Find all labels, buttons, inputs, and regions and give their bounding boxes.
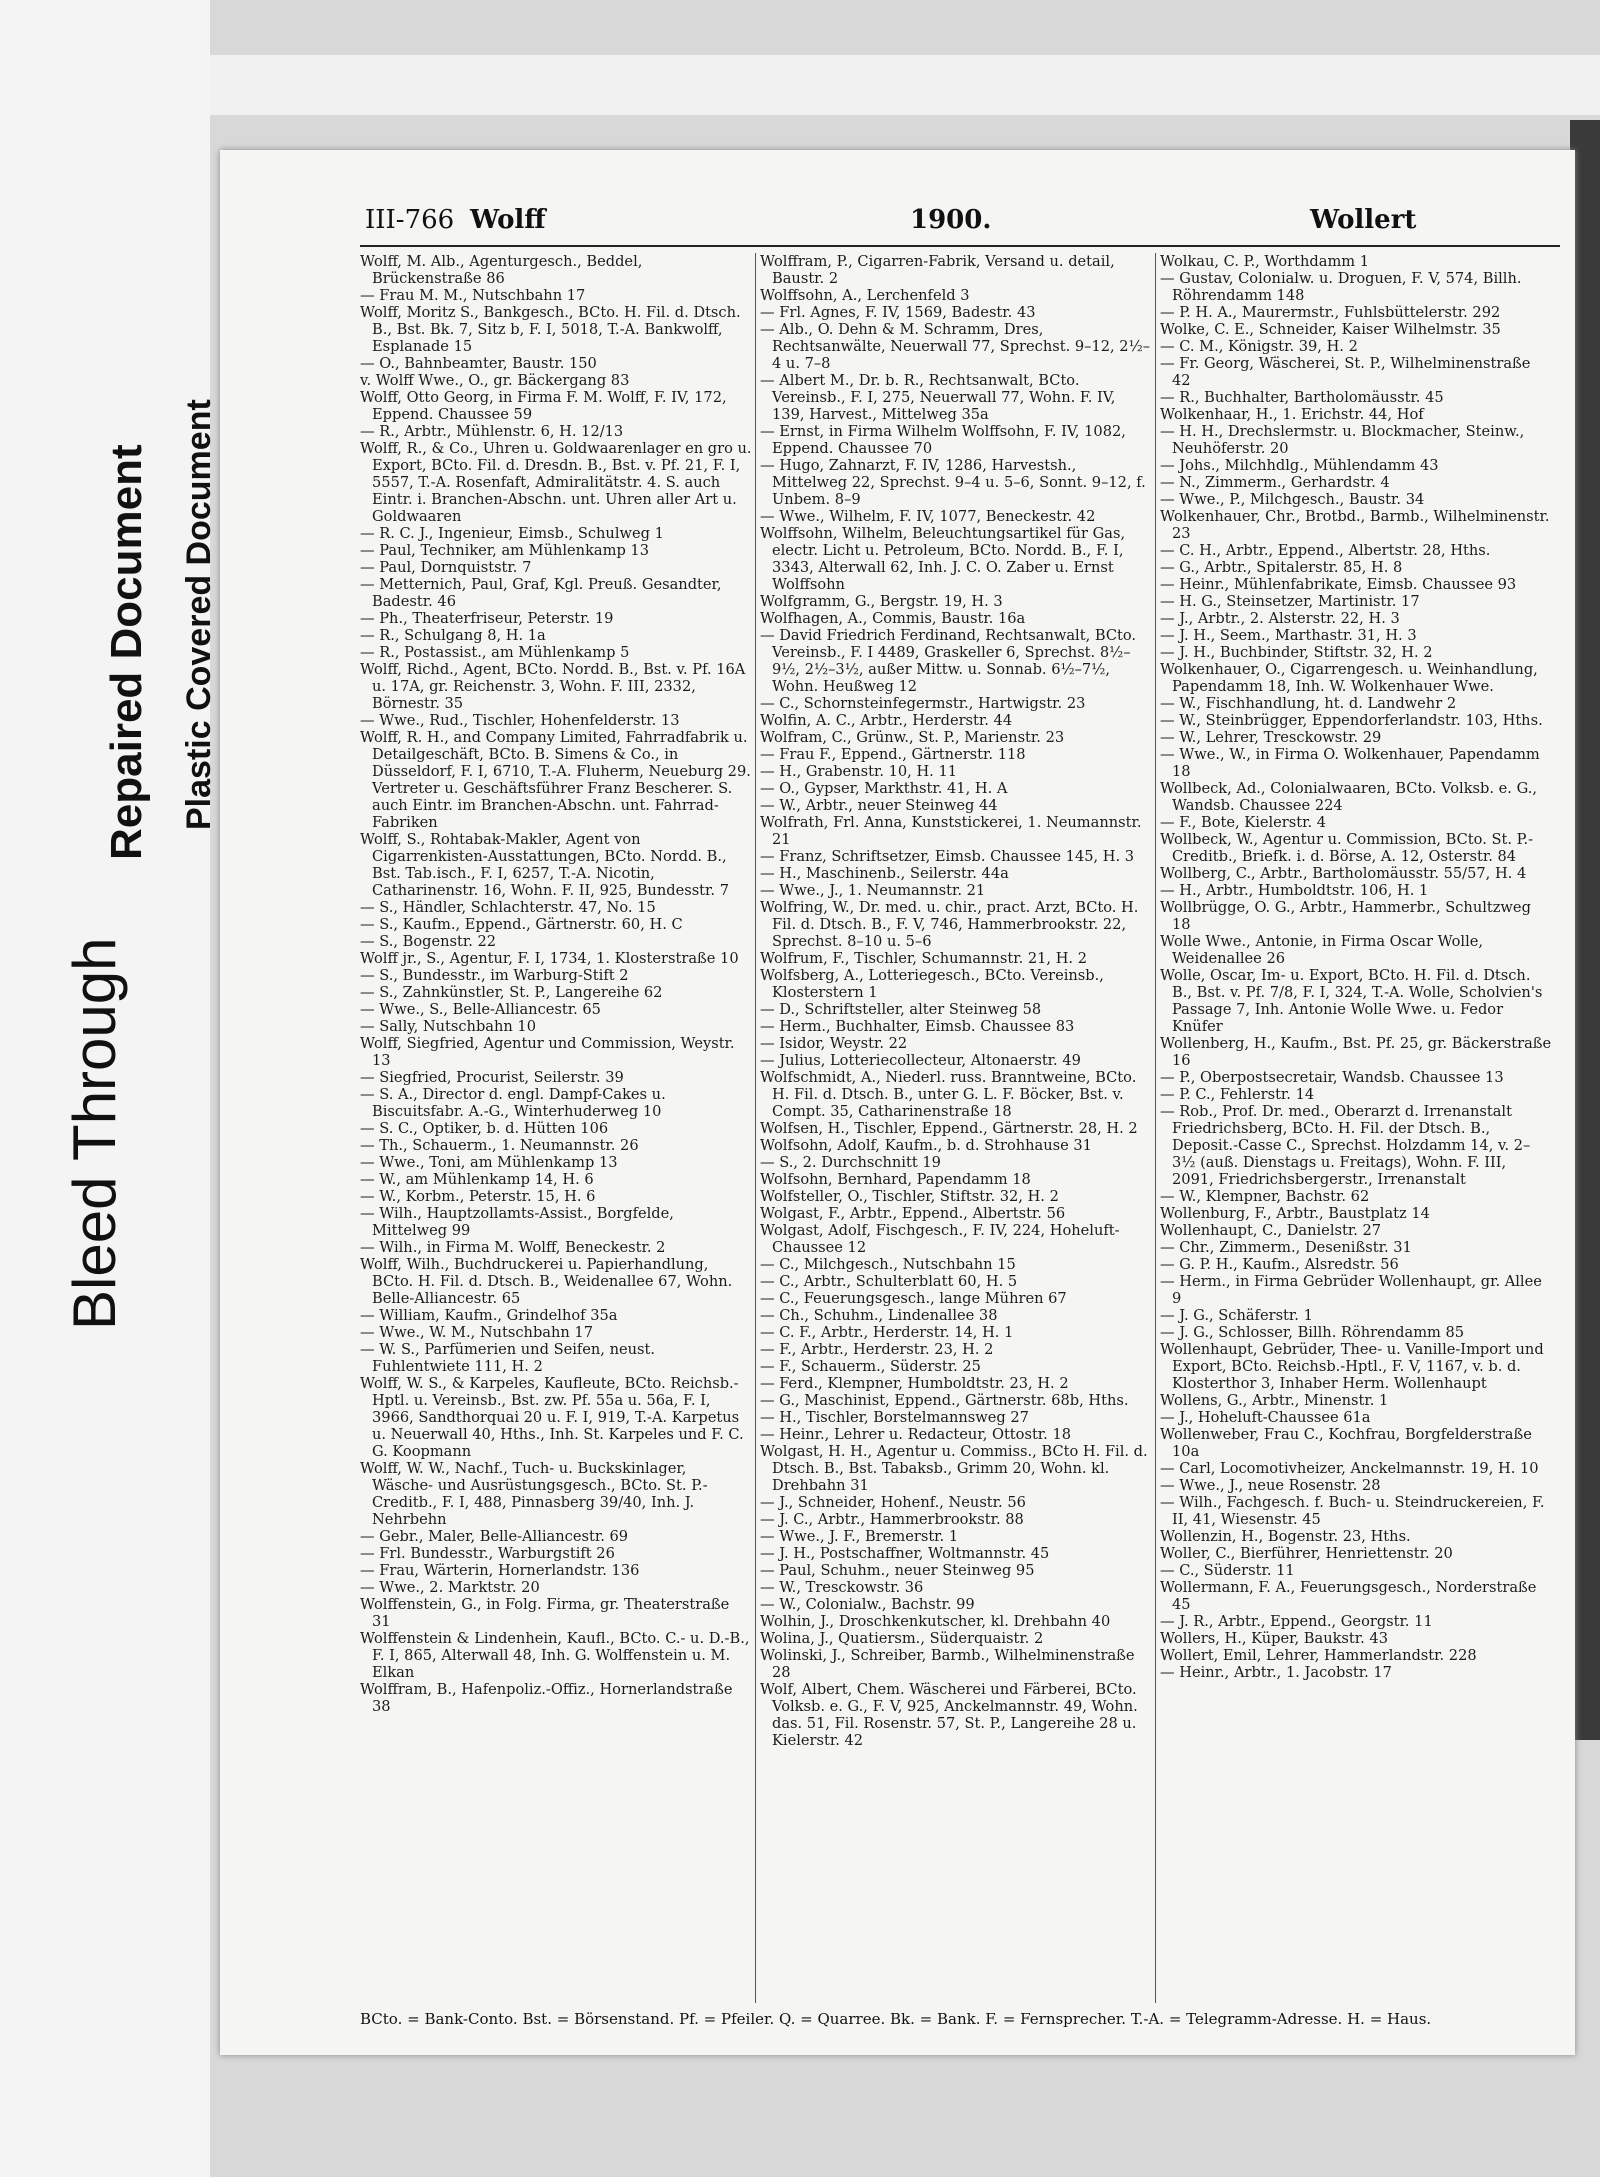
directory-entry: Wolff, Otto Georg, in Firma F. M. Wolff, F. IV, 172, Eppend. Chaussee 59 (360, 389, 727, 423)
directory-entry: — Franz, Schriftsetzer, Eimsb. Chaussee 145, H. 3 (760, 848, 1135, 865)
directory-entry: — W. S., Parfümerien und Seifen, neust. Fuhlentwiete 111, H. 2 (360, 1341, 656, 1375)
directory-entry: Wollenhaupt, C., Danielstr. 27 (1160, 1222, 1382, 1239)
directory-entry: — S., Händler, Schlachterstr. 47, No. 15 (360, 899, 656, 916)
directory-entry: Wolfsohn, Adolf, Kaufm., b. d. Strohhause 31 (760, 1137, 1092, 1154)
directory-entry: — S. C., Optiker, b. d. Hütten 106 (360, 1120, 609, 1137)
directory-entry: Wolff, Richd., Agent, BCto. Nordd. B., Bst. v. Pf. 16A u. 17A, gr. Reichenstr. 3, Wohn. F. III, 2332, Börnestr. 35 (360, 661, 746, 712)
directory-entry: — W., Lehrer, Tresckowstr. 29 (1160, 729, 1382, 746)
directory-entry: Wollenburg, F., Arbtr., Baustplatz 14 (1160, 1205, 1430, 1222)
directory-entry: — F., Bote, Kielerstr. 4 (1160, 814, 1327, 831)
directory-entry: — J., Schneider, Hohenf., Neustr. 56 (760, 1494, 1026, 1511)
directory-entry: — H., Tischler, Borstelmannsweg 27 (760, 1409, 1029, 1426)
directory-entry: — Wwe., P., Milchgesch., Baustr. 34 (1160, 491, 1425, 508)
directory-entry: — O., Gypser, Markthstr. 41, H. A (760, 780, 1008, 797)
directory-entry: Wolfhagen, A., Commis, Baustr. 16a (760, 610, 1026, 627)
directory-entry: — G., Maschinist, Eppend., Gärtnerstr. 68b, Hths. (760, 1392, 1129, 1409)
directory-entry: Wolinski, J., Schreiber, Barmb., Wilhelminenstraße 28 (760, 1647, 1135, 1681)
directory-entry: — Sally, Nutschbahn 10 (360, 1018, 536, 1035)
directory-entry: — Herm., in Firma Gebrüder Wollenhaupt, gr. Allee 9 (1160, 1273, 1542, 1307)
directory-entry: — Wwe., W., in Firma O. Wolkenhauer, Papendamm 18 (1160, 746, 1540, 780)
directory-entry: — Paul, Techniker, am Mühlenkamp 13 (360, 542, 650, 559)
directory-entry: — W., Steinbrügger, Eppendorferlandstr. 103, Hths. (1160, 712, 1543, 729)
abbreviation-legend: BCto. = Bank-Conto. Bst. = Börsenstand. Pf. = Pfeiler. Q. = Quarree. Bk. = Bank. F. = Fernsprecher. T.-A. = Telegramm-Adresse. H. = Haus. (360, 2010, 1432, 2028)
directory-entry: Wolfsen, H., Tischler, Eppend., Gärtnerstr. 28, H. 2 (760, 1120, 1138, 1137)
directory-entry: — Wwe., Wilhelm, F. IV, 1077, Beneckestr. 42 (760, 508, 1096, 525)
directory-entry: — Wwe., S., Belle-Alliancestr. 65 (360, 1001, 601, 1018)
directory-entry: — Isidor, Weystr. 22 (760, 1035, 908, 1052)
directory-entry: — Gebr., Maler, Belle-Alliancestr. 69 (360, 1528, 629, 1545)
directory-entry: — Ernst, in Firma Wilhelm Wolffsohn, F. IV, 1082, Eppend. Chaussee 70 (760, 423, 1126, 457)
directory-entry: Wolff, W. S., & Karpeles, Kaufleute, BCto. Reichsb.-Hptl. u. Vereinsb., Bst. zw. Pf. 55a u. 56a, F. I, 3966, Sandthorquai 20 u. F. I, 919, T.-A. Karpetus u. Neuerwall 40, Hths., Inh. St. Karpeles und F. C. G. Koopmann (360, 1375, 744, 1460)
directory-entry: Wollens, G., Arbtr., Minenstr. 1 (1160, 1392, 1389, 1409)
directory-entry: — S., Bogenstr. 22 (360, 933, 497, 950)
directory-entry: — P. C., Fehlerstr. 14 (1160, 1086, 1315, 1103)
directory-entry: — David Friedrich Ferdinand, Rechtsanwalt, BCto. Vereinsb., F. I 4489, Graskeller 6, Sprechst. 8½–9½, 2½–3½, außer Mittw. u. Sonnab. 6½–7½, Wohn. Heußweg 12 (760, 627, 1137, 695)
directory-entry: — Heinr., Arbtr., 1. Jacobstr. 17 (1160, 1664, 1392, 1681)
directory-entry: Wolff, R. H., and Company Limited, Fahrradfabrik u. Detailgeschäft, BCto. B. Simens & Co., in Düsseldorf, F. I, 6710, T.-A. Fluherm, Neueburg 29. Vertreter u. Geschäftsführer Franz Bescherer. S. auch Eintr. im Branchen-Abschn. unt. Fahrrad-Fabriken (360, 729, 751, 831)
directory-entry: Wolffenstein & Lindenhein, Kaufl., BCto. C.- u. D.-B., F. I, 865, Alterwall 48, Inh. G. Wolffenstein u. M. Elkan (360, 1630, 750, 1681)
column-3 (1160, 253, 1552, 2003)
directory-entry: — Wilh., in Firma M. Wolff, Beneckestr. 2 (360, 1239, 666, 1256)
directory-entry: — Hugo, Zahnarzt, F. IV, 1286, Harvestsh., Mittelweg 22, Sprechst. 9–4 u. 5–6, Sonnt. 9–12, f. Unbem. 8–9 (760, 457, 1146, 508)
directory-entry: — Herm., Buchhalter, Eimsb. Chaussee 83 (760, 1018, 1075, 1035)
header-left-keyword: Wolff (470, 205, 546, 235)
directory-entry: Wollberg, C., Arbtr., Bartholomäusstr. 55/57, H. 4 (1160, 865, 1527, 882)
directory-entry: — S. A., Director d. engl. Dampf-Cakes u. Biscuitsfabr. A.-G., Winterhuderweg 10 (360, 1086, 666, 1120)
directory-entry: Wolgast, Adolf, Fischgesch., F. IV, 224, Hoheluft-Chaussee 12 (760, 1222, 1120, 1256)
directory-entry: Wolfschmidt, A., Niederl. russ. Branntweine, BCto. H. Fil. d. Dtsch. B., unter G. L. F. Böcker, Bst. v. Compt. 35, Catharinenstraße 18 (760, 1069, 1137, 1120)
directory-entry: — C., Milchgesch., Nutschbahn 15 (760, 1256, 1016, 1273)
directory-entry: — Wilh., Fachgesch. f. Buch- u. Steindruckereien, F. II, 41, Wiesenstr. 45 (1160, 1494, 1545, 1528)
directory-entry: — J. G., Schlosser, Billh. Röhrendamm 85 (1160, 1324, 1465, 1341)
directory-entry: Wolff, S., Rohtabak-Makler, Agent von Cigarrenkisten-Ausstattungen, BCto. Nordd. B., Bst. Tab.isch., F. I, 6257, T.-A. Nicotin, Catharinenstr. 16, Wohn. F. II, 925, Bundesstr. 7 (360, 831, 729, 899)
directory-entry: Wolf, Albert, Chem. Wäscherei und Färberei, BCto. Volksb. e. G., F. V, 925, Anckelmannstr. 49, Wohn. das. 51, Fil. Rosenstr. 57, St. P., Langereihe 28 u. Kielerstr. 42 (760, 1681, 1138, 1749)
directory-entry: — C. F., Arbtr., Herderstr. 14, H. 1 (760, 1324, 1014, 1341)
directory-entry: Wolff, W. W., Nachf., Tuch- u. Buckskinlager, Wäsche- und Ausrüstungsgesch., BCto. St. P.-Creditb., F. I, 488, Pinnasberg 39/40, Inh. J. Nehrbehn (360, 1460, 708, 1528)
directory-entry: Wollenzin, H., Bogenstr. 23, Hths. (1160, 1528, 1411, 1545)
directory-entry: — Johs., Milchhdlg., Mühlendamm 43 (1160, 457, 1439, 474)
directory-entry: — Ph., Theaterfriseur, Peterstr. 19 (360, 610, 614, 627)
directory-page (220, 150, 1575, 2055)
directory-entry: — Paul, Schuhm., neuer Steinweg 95 (760, 1562, 1035, 1579)
directory-entry: Wolff, M. Alb., Agenturgesch., Beddel, Brückenstraße 86 (360, 253, 643, 287)
directory-entry: — W., Colonialw., Bachstr. 99 (760, 1596, 975, 1613)
directory-entry: — Fr. Georg, Wäscherei, St. P., Wilhelminenstraße 42 (1160, 355, 1531, 389)
directory-entry: Wolffenstein, G., in Folg. Firma, gr. Theaterstraße 31 (360, 1596, 730, 1630)
directory-entry: — Wwe., W. M., Nutschbahn 17 (360, 1324, 594, 1341)
directory-entry: — R. C. J., Ingenieur, Eimsb., Schulweg 1 (360, 525, 664, 542)
directory-entry: — Wilh., Hauptzollamts-Assist., Borgfelde, Mittelweg 99 (360, 1205, 674, 1239)
directory-entry: Wollenberg, H., Kaufm., Bst. Pf. 25, gr. Bäckerstraße 16 (1160, 1035, 1552, 1069)
repaired-document-label: Repaired Document (102, 444, 151, 860)
directory-entry: — Wwe., Rud., Tischler, Hohenfelderstr. 13 (360, 712, 680, 729)
directory-entry: — W., Fischhandlung, ht. d. Landwehr 2 (1160, 695, 1457, 712)
directory-entry: Wollenhaupt, Gebrüder, Thee- u. Vanille-Import und Export, BCto. Reichsb.-Hptl., F. V, 1167, v. b. d. Klosterthor 3, Inhaber Herm. Wollenhaupt (1160, 1341, 1544, 1392)
directory-entry: — H. H., Drechslermstr. u. Blockmacher, Steinw., Neuhöferstr. 20 (1160, 423, 1525, 457)
directory-entry: — Metternich, Paul, Graf, Kgl. Preuß. Gesandter, Badestr. 46 (360, 576, 722, 610)
directory-entry: Wolffram, B., Hafenpoliz.-Offiz., Hornerlandstraße 38 (360, 1681, 733, 1715)
directory-entry: — Albert M., Dr. b. R., Rechtsanwalt, BCto. Vereinsb., F. I, 275, Neuerwall 77, Wohn. F. IV, 139, Harvest., Mittelweg 35a (760, 372, 1116, 423)
directory-entry: — D., Schriftsteller, alter Steinweg 58 (760, 1001, 1042, 1018)
directory-entry: — Rob., Prof. Dr. med., Oberarzt d. Irrenanstalt Friedrichsberg, BCto. H. Fil. der Dtsch. B., Deposit.-Casse C., Sprechst. Holzdamm 14, v. 2–3½ (auß. Dienstags u. Freitags), Wohn. F. III, 2091, Friedrichsbergerstr., Irrenanstalt (1160, 1103, 1531, 1188)
directory-entry: — Carl, Locomotivheizer, Anckelmannstr. 19, H. 10 (1160, 1460, 1539, 1477)
directory-entry: — Gustav, Colonialw. u. Droguen, F. V, 574, Billh. Röhrendamm 148 (1160, 270, 1522, 304)
directory-entry: Wollbeck, Ad., Colonialwaaren, BCto. Volksb. e. G., Wandsb. Chaussee 224 (1160, 780, 1537, 814)
directory-entry: — R., Buchhalter, Bartholomäusstr. 45 (1160, 389, 1444, 406)
directory-entry: Wolhin, J., Droschkenkutscher, kl. Drehbahn 40 (760, 1613, 1111, 1630)
directory-entry: — C. H., Arbtr., Eppend., Albertstr. 28, Hths. (1160, 542, 1491, 559)
directory-entry: Wolfring, W., Dr. med. u. chir., pract. Arzt, BCto. H. Fil. d. Dtsch. B., F. V, 746, Hammerbrookstr. 22, Sprechst. 8–10 u. 5–6 (760, 899, 1139, 950)
directory-entry: Wolke, C. E., Schneider, Kaiser Wilhelmstr. 35 (1160, 321, 1501, 338)
directory-entry: — Th., Schauerm., 1. Neumannstr. 26 (360, 1137, 639, 1154)
directory-entry: — Heinr., Mühlenfabrikate, Eimsb. Chaussee 93 (1160, 576, 1517, 593)
directory-entry: — W., Korbm., Peterstr. 15, H. 6 (360, 1188, 596, 1205)
directory-entry: — Alb., O. Dehn & M. Schramm, Dres, Rechtsanwälte, Neuerwall 77, Sprechst. 9–12, 2½–4 u. 7–8 (760, 321, 1151, 372)
directory-entry: Wolfram, C., Grünw., St. P., Marienstr. 23 (760, 729, 1065, 746)
directory-entry: Wolff, Wilh., Buchdruckerei u. Papierhandlung, BCto. H. Fil. d. Dtsch. B., Weidenallee 67, Wohn. Belle-Alliancestr. 65 (360, 1256, 733, 1307)
directory-entry: — William, Kaufm., Grindelhof 35a (360, 1307, 618, 1324)
column-divider (1155, 253, 1156, 2003)
directory-entry: — C., Süderstr. 11 (1160, 1562, 1295, 1579)
directory-entry: — S., 2. Durchschnitt 19 (760, 1154, 941, 1171)
directory-entry: — R., Postassist., am Mühlenkamp 5 (360, 644, 630, 661)
directory-entry: — Wwe., J. F., Bremerstr. 1 (760, 1528, 959, 1545)
directory-entry: Wolfsberg, A., Lotteriegesch., BCto. Vereinsb., Klosterstern 1 (760, 967, 1104, 1001)
directory-entry: Wollermann, F. A., Feuerungsgesch., Norderstraße 45 (1160, 1579, 1537, 1613)
directory-entry: — O., Bahnbeamter, Baustr. 150 (360, 355, 597, 372)
directory-entry: — J. H., Postschaffner, Woltmannstr. 45 (760, 1545, 1050, 1562)
directory-entry: — S., Kaufm., Eppend., Gärtnerstr. 60, H. C (360, 916, 683, 933)
page-number: III-766 (365, 205, 455, 235)
directory-entry: Wolle Wwe., Antonie, in Firma Oscar Wolle, Weidenallee 26 (1160, 933, 1484, 967)
side-labels (30, 0, 218, 2177)
directory-entry: — W., Tresckowstr. 36 (760, 1579, 924, 1596)
directory-entry: Wolle, Oscar, Im- u. Export, BCto. H. Fil. d. Dtsch. B., Bst. v. Pf. 7/8, F. I, 324, T.-A. Wolle, Scholvien's Passage 7, Inh. Antonie Wolle Wwe. u. Fedor Knüfer (1160, 967, 1543, 1035)
directory-entry: — S., Bundesstr., im Warburg-Stift 2 (360, 967, 629, 984)
directory-entry: Wolfgramm, G., Bergstr. 19, H. 3 (760, 593, 1003, 610)
directory-entry: — H., Maschinenb., Seilerstr. 44a (760, 865, 1009, 882)
directory-entry: — C., Feuerungsgesch., lange Mühren 67 (760, 1290, 1067, 1307)
directory-entry: — W., Klempner, Bachstr. 62 (1160, 1188, 1370, 1205)
directory-entry: — W., Arbtr., neuer Steinweg 44 (760, 797, 998, 814)
header-rule (360, 245, 1560, 247)
directory-entry: — N., Zimmerm., Gerhardstr. 4 (1160, 474, 1390, 491)
directory-entry: Wolfsohn, Bernhard, Papendamm 18 (760, 1171, 1031, 1188)
directory-entry: Wolkenhaar, H., 1. Erichstr. 44, Hof (1160, 406, 1424, 423)
directory-entry: Wollers, H., Küper, Baukstr. 43 (1160, 1630, 1389, 1647)
directory-entry: Wolff, Siegfried, Agentur und Commission, Weystr. 13 (360, 1035, 735, 1069)
directory-entry: Wolfrum, F., Tischler, Schumannstr. 21, H. 2 (760, 950, 1087, 967)
directory-entry: Wolfin, A. C., Arbtr., Herderstr. 44 (760, 712, 1013, 729)
directory-entry: — Paul, Dornquiststr. 7 (360, 559, 532, 576)
directory-entry: — J. G., Schäferstr. 1 (1160, 1307, 1313, 1324)
directory-entry: — G., Arbtr., Spitalerstr. 85, H. 8 (1160, 559, 1403, 576)
directory-entry: — Frau, Wärterin, Hornerlandstr. 136 (360, 1562, 640, 1579)
directory-entry: Wollbrügge, O. G., Arbtr., Hammerbr., Schultzweg 18 (1160, 899, 1531, 933)
directory-entry: — J. H., Buchbinder, Stiftstr. 32, H. 2 (1160, 644, 1433, 661)
top-paper-strip (210, 55, 1600, 115)
directory-entry: — C., Schornsteinfegermstr., Hartwigstr. 23 (760, 695, 1086, 712)
directory-entry: — G. P. H., Kaufm., Alsredstr. 56 (1160, 1256, 1399, 1273)
directory-entry: Wolgast, H. H., Agentur u. Commiss., BCto H. Fil. d. Dtsch. B., Bst. Tabaksb., Grimm 20, Wohn. kl. Drehbahn 31 (760, 1443, 1148, 1494)
directory-entry: Wolina, J., Quatiersm., Süderquaistr. 2 (760, 1630, 1044, 1647)
directory-entry: Wolfsteller, O., Tischler, Stiftstr. 32, H. 2 (760, 1188, 1059, 1205)
directory-entry: Wolkenhauer, O., Cigarrengesch. u. Weinhandlung, Papendamm 18, Inh. W. Wolkenhauer Wwe. (1160, 661, 1538, 695)
directory-entry: — H., Arbtr., Humboldtstr. 106, H. 1 (1160, 882, 1429, 899)
directory-entry: — Wwe., 2. Marktstr. 20 (360, 1579, 540, 1596)
column-1 (360, 253, 752, 2003)
directory-entry: Wolffram, P., Cigarren-Fabrik, Versand u. detail, Baustr. 2 (760, 253, 1115, 287)
directory-entry: — R., Arbtr., Mühlenstr. 6, H. 12/13 (360, 423, 624, 440)
directory-entry: — J., Hoheluft-Chaussee 61a (1160, 1409, 1371, 1426)
page-header (220, 205, 1575, 245)
bleed-through-label: Bleed Through (61, 937, 128, 1330)
column-divider (755, 253, 756, 2003)
directory-entry: — P., Oberpostsecretair, Wandsb. Chaussee 13 (1160, 1069, 1504, 1086)
directory-entry: Wolkau, C. P., Worthdamm 1 (1160, 253, 1370, 270)
directory-entry: — C., Arbtr., Schulterblatt 60, H. 5 (760, 1273, 1018, 1290)
directory-entry: Wolff, R., & Co., Uhren u. Goldwaarenlager en gro u. Export, BCto. Fil. d. Dresdn. B., Bst. v. Pf. 21, F. I, 5557, T.-A. Rosenfaft, Admiralitätstr. 4. S. auch Eintr. i. Branchen-Abschn. unt. Uhren aller Art u. Goldwaaren (360, 440, 752, 525)
directory-entry: Wolff jr., S., Agentur, F. I, 1734, 1. Klosterstraße 10 (360, 950, 739, 967)
directory-entry: — Siegfried, Procurist, Seilerstr. 39 (360, 1069, 624, 1086)
directory-entry: — J. R., Arbtr., Eppend., Georgstr. 11 (1160, 1613, 1433, 1630)
directory-entry: Wolffsohn, Wilhelm, Beleuchtungsartikel für Gas, electr. Licht u. Petroleum, BCto. Nordd. B., F. I, 3343, Alterwall 62, Inh. J. C. O. Zaber u. Ernst Wolffsohn (760, 525, 1126, 593)
directory-entry: — H. G., Steinsetzer, Martinistr. 17 (1160, 593, 1420, 610)
directory-entry: — Wwe., J., 1. Neumannstr. 21 (760, 882, 986, 899)
directory-entry: — H., Grabenstr. 10, H. 11 (760, 763, 958, 780)
directory-entry: Wollert, Emil, Lehrer, Hammerlandstr. 228 (1160, 1647, 1477, 1664)
header-year: 1900. (910, 205, 992, 235)
directory-entry: v. Wolff Wwe., O., gr. Bäckergang 83 (360, 372, 630, 389)
directory-entry: — Frl. Bundesstr., Warburgstift 26 (360, 1545, 615, 1562)
directory-entry: — S., Zahnkünstler, St. P., Langereihe 62 (360, 984, 663, 1001)
directory-entry: — F., Schauerm., Süderstr. 25 (760, 1358, 981, 1375)
directory-entry: — Frau F., Eppend., Gärtnerstr. 118 (760, 746, 1026, 763)
directory-entry: — Wwe., Toni, am Mühlenkamp 13 (360, 1154, 618, 1171)
directory-entry: — Wwe., J., neue Rosenstr. 28 (1160, 1477, 1381, 1494)
directory-entry: — J. C., Arbtr., Hammerbrookstr. 88 (760, 1511, 1024, 1528)
directory-entry: — Ferd., Klempner, Humboldtstr. 23, H. 2 (760, 1375, 1069, 1392)
directory-entry: — P. H. A., Maurermstr., Fuhlsbüttelerstr. 292 (1160, 304, 1501, 321)
directory-entry: Wollbeck, W., Agentur u. Commission, BCto. St. P.-Creditb., Briefk. i. d. Börse, A. 12, Osterstr. 84 (1160, 831, 1534, 865)
directory-entry: — Ch., Schuhm., Lindenallee 38 (760, 1307, 998, 1324)
directory-entry: — Frau M. M., Nutschbahn 17 (360, 287, 586, 304)
directory-entry: — Chr., Zimmerm., Desenißstr. 31 (1160, 1239, 1412, 1256)
directory-entry: Wolff, Moritz S., Bankgesch., BCto. H. Fil. d. Dtsch. B., Bst. Bk. 7, Sitz b, F. I, 5018, T.-A. Bankwolff, Esplanade 15 (360, 304, 741, 355)
directory-entry: Wollenweber, Frau C., Kochfrau, Borgfelderstraße 10a (1160, 1426, 1532, 1460)
directory-entry: — R., Schulgang 8, H. 1a (360, 627, 546, 644)
directory-entry: Wolfrath, Frl. Anna, Kunststickerei, 1. Neumannstr. 21 (760, 814, 1142, 848)
directory-entry: Wolkenhauer, Chr., Brotbd., Barmb., Wilhelminenstr. 23 (1160, 508, 1550, 542)
directory-entry: Wolgast, F., Arbtr., Eppend., Albertstr. 56 (760, 1205, 1066, 1222)
directory-entry: — F., Arbtr., Herderstr. 23, H. 2 (760, 1341, 994, 1358)
column-2 (760, 253, 1152, 2003)
directory-entry: Woller, C., Bierführer, Henriettenstr. 20 (1160, 1545, 1453, 1562)
header-right-keyword: Wollert (1310, 205, 1417, 235)
directory-entry: — J., Arbtr., 2. Alsterstr. 22, H. 3 (1160, 610, 1400, 627)
directory-entry: — W., am Mühlenkamp 14, H. 6 (360, 1171, 594, 1188)
directory-entry: — Heinr., Lehrer u. Redacteur, Ottostr. 18 (760, 1426, 1072, 1443)
directory-entry: Wolffsohn, A., Lerchenfeld 3 (760, 287, 970, 304)
plastic-covered-document-label: Plastic Covered Document (180, 399, 218, 830)
directory-entry: — C. M., Königstr. 39, H. 2 (1160, 338, 1358, 355)
directory-entry: — Frl. Agnes, F. IV, 1569, Badestr. 43 (760, 304, 1036, 321)
directory-entry: — Julius, Lotteriecollecteur, Altonaerstr. 49 (760, 1052, 1081, 1069)
directory-entry: — J. H., Seem., Marthastr. 31, H. 3 (1160, 627, 1417, 644)
